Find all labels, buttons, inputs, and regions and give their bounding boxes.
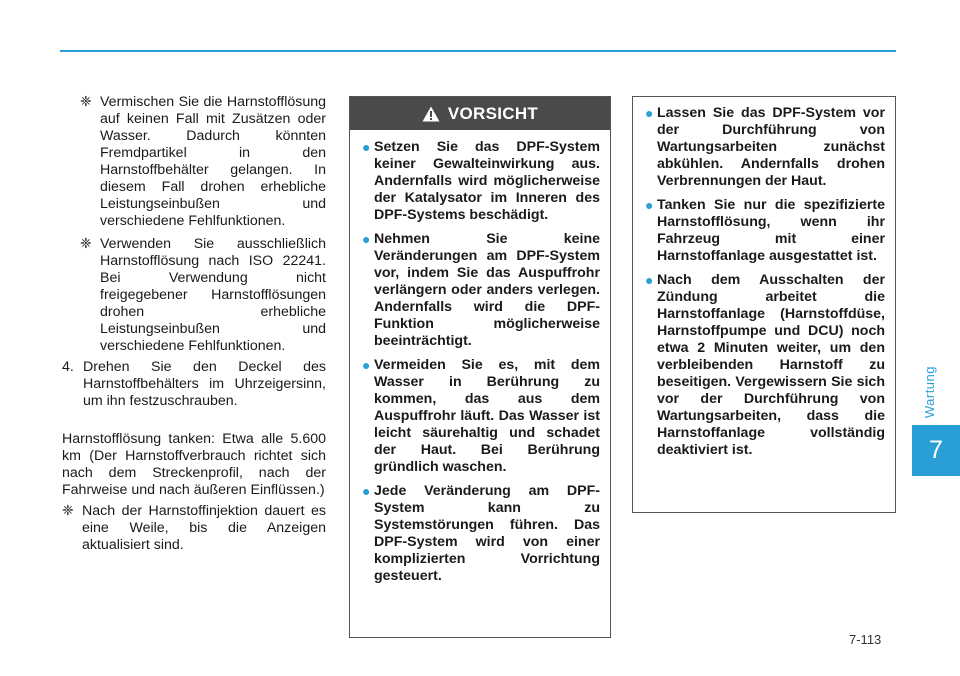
caution-box (349, 96, 611, 638)
bullet-icon: ● (645, 272, 654, 288)
caution-title: VORSICHT (447, 103, 539, 123)
bullet-icon: ● (362, 231, 371, 247)
note-item (62, 503, 326, 554)
chapter-tab: 7 (912, 425, 960, 476)
caution-item: ● Nach dem Ausschalten der Zündung arbeitet die Harnstoffanlage (Harnstoffdüse, Harnstoffpumpe und DCU) noch etwa 2 Minuten weiter, um den verbleibenden Harnstoff zu beseitigen. Vergewissern Sie sich vor der Durchführung von Wartungsarbeiten, dass die Harnstoffanlage vollständig deaktiviert ist. (645, 272, 885, 458)
caution-item: ● Lassen Sie das DPF-System vor der Durchführung von Wartungsarbeiten zunächst abkühlen. Andernfalls drohen Verbrennungen der Haut. (645, 105, 885, 189)
bullet-icon: ● (362, 139, 371, 155)
header-rule (60, 50, 896, 52)
section-label: Wartung (922, 366, 937, 419)
note-marker-icon: ❈ (80, 236, 92, 252)
bullet-icon: ● (362, 483, 371, 499)
left-column (62, 94, 326, 554)
bullet-icon: ● (362, 357, 371, 373)
caution-header (350, 97, 610, 130)
caution-item: ● Jede Veränderung am DPF-System kann zu Systemstörungen führen. Das DPF-System wird von einer komplizierten Vorrichtung gesteuert. (362, 483, 600, 584)
step-text: Drehen Sie den Deckel des Harnstoffbehälters im Uhrzeigersinn, um ihn festzuschrauben. (83, 359, 326, 409)
caution-item: ● Setzen Sie das DPF-System keiner Gewalteinwirkung aus. Andernfalls wird möglicherweise der Katalysator im Inneren des DPF-Systems beschädigt. (362, 139, 600, 223)
caution-item: ● Vermeiden Sie es, mit dem Wasser in Berührung zu kommen, das aus dem Auspuffrohr läuft. Das Wasser ist leicht säurehaltig und schadet der Haut. Bei Berührung gründlich waschen. (362, 357, 600, 475)
caution-item: ● Nehmen Sie keine Veränderungen am DPF-System vor, indem Sie das Auspuffrohr verlängern oder anders verlegen. Andernfalls wird die DPF-Funktion möglicherweise beeinträchtigt. (362, 231, 600, 349)
note-marker-icon: ❈ (62, 503, 74, 519)
caution-item: ● Tanken Sie nur die spezifizierte Harnstofflösung, wenn ihr Fahrzeug mit einer Harnstoffanlage ausgestattet ist. (645, 197, 885, 264)
note-text: Vermischen Sie die Harnstofflösung auf keinen Fall mit Zusätzen oder Wasser. Dadurch könnten Fremdpartikel in den Harnstoffbehälter gelangen. In diesem Fall drohen erhebliche Leistungseinbußen und verschiedene Fehlfunktionen. (100, 94, 326, 229)
warning-triangle-icon (422, 106, 440, 122)
note-text: Nach der Harnstoffinjektion dauert es eine Weile, bis die Anzeigen aktualisiert sind. (82, 503, 326, 553)
caution-body (350, 130, 610, 585)
note-marker-icon: ❈ (80, 94, 92, 110)
caution-box-continued (632, 96, 896, 513)
note-text: Verwenden Sie ausschließlich Harnstofflösung nach ISO 22241. Bei Verwendung nicht freigegebener Harnstofflösungen drohen erhebliche Leistungseinbußen und verschiedene Fehlfunktionen. (100, 236, 326, 354)
refill-paragraph: Harnstofflösung tanken: Etwa alle 5.600 km (Der Harnstoffverbrauch richtet sich nach dem Streckenprofil, nach der Fahrweise und nach äußeren Einflüssen.) (62, 431, 326, 498)
note-item (62, 94, 326, 230)
step-item (62, 359, 326, 410)
bullet-icon: ● (645, 197, 654, 213)
page-number: 7-113 (849, 632, 882, 647)
step-number: 4. (62, 359, 74, 375)
note-item (62, 236, 326, 355)
caution-body (633, 97, 895, 459)
bullet-icon: ● (645, 105, 654, 121)
